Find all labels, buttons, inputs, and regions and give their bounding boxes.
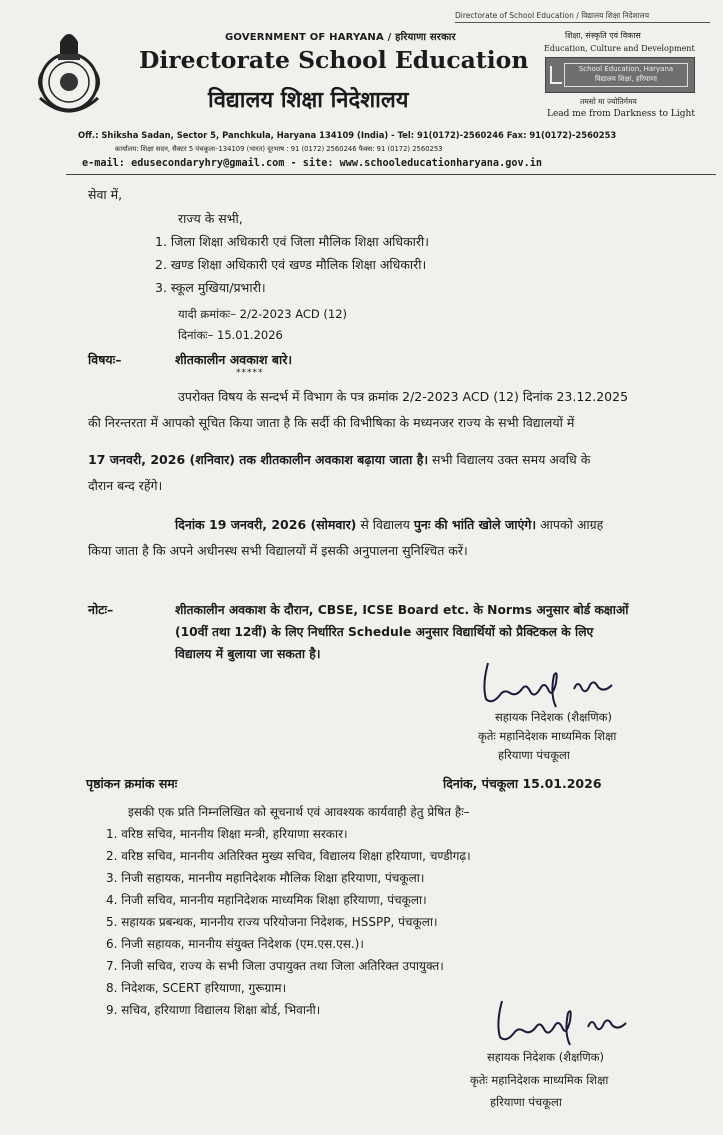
signatory1-place: हरियाणा पंचकूला <box>498 748 570 762</box>
para2-line2: किया जाता है कि अपने अधीनस्थ सभी विद्यालयों में इसकी अनुपालना सुनिश्चित करें। <box>88 543 468 558</box>
note-line2: (10वीं तथा 12वीं) के लिए निर्धारित Schedule अनुसार विद्यार्थियों को प्रैक्टिकल के लिए <box>175 625 594 639</box>
recipient-item: 2. खण्ड शिक्षा अधिकारी एवं खण्ड मौलिक शिक्षा अधिकारी। <box>155 257 427 272</box>
endorsement-item: 6. निजी सहायक, माननीय संयुक्त निदेशक (एम.एस.एस.)। <box>106 937 364 951</box>
email-site-line: e-mail: edusecondaryhry@gmail.com - site: www.schooleducationharyana.gov.in <box>82 158 543 169</box>
signatory2-place: हरियाणा पंचकूला <box>490 1095 562 1109</box>
endorsement-item: 4. निजी सचिव, माननीय महानिदेशक माध्यमिक शिक्षा हरियाणा, पंचकूला। <box>106 893 427 907</box>
address-hindi: कार्यालय: शिक्षा सदन, सैक्टर 5 पंचकूला–134109 (भारत) दूरभाष : 91 (0172) 2560246 फैक्स: 91 (0172) 2560253 <box>115 145 443 153</box>
subject-text: शीतकालीन अवकाश बारे। <box>175 352 293 367</box>
salutation: सेवा में, <box>88 187 123 202</box>
endorsement-item: 1. वरिष्ठ सचिव, माननीय शिक्षा मन्त्री, हरियाणा सरकार। <box>106 827 348 841</box>
endorsement-intro: इसकी एक प्रति निम्नलिखित को सूचनार्थ एवं आवश्यक कार्यवाही हेतु प्रेषित हैः– <box>128 805 470 819</box>
para1-line3-bold: 17 जनवरी, 2026 (शनिवार) तक शीतकालीन अवकाश बढ़ाया जाता है। <box>88 452 429 467</box>
endorsement-label: पृष्ठांकन क्रमांक समः <box>86 776 178 791</box>
endorsement-item: 5. सहायक प्रबन्धक, माननीय राज्य परियोजना निदेशक, HSSPP, पंचकूला। <box>106 915 438 929</box>
right-logo-tagline-hindi: शिक्षा, संस्कृति एवं विकास <box>565 31 641 40</box>
right-logo-box-line2: विद्यालय शिक्षा, हरियाणा <box>595 75 657 83</box>
para1-line2: की निरन्तरता में आपको सूचित किया जाता है कि सर्दी की विभीषिका के मध्यनजर राज्य के सभी विद्यालयों में <box>88 415 575 430</box>
signatory1-office: कृतेः महानिदेशक माध्यमिक शिक्षा <box>478 729 617 743</box>
signature-image <box>470 655 630 713</box>
recipient-item: 3. स्कूल मुखिया/प्रभारी। <box>155 280 266 295</box>
para1-line1: उपरोक्त विषय के सन्दर्भ में विभाग के पत्र क्रमांक 2/2-2023 ACD (12) दिनांक 23.12.2025 <box>178 389 629 404</box>
note-line3: विद्यालय में बुलाया जा सकता है। <box>175 647 321 661</box>
note-line1: शीतकालीन अवकाश के दौरान, CBSE, ICSE Board etc. के Norms अनुसार बोर्ड कक्षाओं <box>175 603 629 617</box>
para1-line3 <box>88 447 590 473</box>
government-line: GOVERNMENT OF HARYANA / हरियाणा सरकार <box>225 32 456 43</box>
title-english: Directorate School Education <box>139 46 529 74</box>
right-logo-box <box>545 57 695 93</box>
para2-line1-bold: दिनांक 19 जनवरी, 2026 (सोमवार) <box>175 517 357 532</box>
endorsement-item: 8. निदेशक, SCERT हरियाणा, गुरूग्राम। <box>106 981 287 995</box>
signatory2-office: कृतेः महानिदेशक माध्यमिक शिक्षा <box>470 1073 609 1087</box>
subject-stars: ***** <box>236 368 264 378</box>
title-hindi: विद्यालय शिक्षा निदेशालय <box>208 88 409 113</box>
right-logo-tagline-english: Education, Culture and Development <box>544 44 695 53</box>
para2-line1-rest: आपको आग्रह <box>536 517 604 532</box>
endorsement-date: दिनांक, पंचकूला 15.01.2026 <box>443 776 602 791</box>
top-caption-rule <box>455 22 710 23</box>
para1-line3-rest: सभी विद्यालय उक्त समय अवधि के <box>428 452 591 467</box>
para2-line1 <box>175 512 603 538</box>
endorsement-item: 9. सचिव, हरियाणा विद्यालय शिक्षा बोर्ड, भिवानी। <box>106 1003 321 1017</box>
recipient-item: 1. जिला शिक्षा अधिकारी एवं जिला मौलिक शिक्षा अधिकारी। <box>155 234 429 249</box>
recipients-intro: राज्य के सभी, <box>178 211 243 226</box>
para1-line4: दौरान बन्द रहेंगे। <box>88 478 163 493</box>
top-caption: Directorate of School Education / विद्यालय शिक्षा निदेशालय <box>455 11 650 20</box>
right-logo-box-line1: School Education, Haryana <box>578 65 674 73</box>
header-divider <box>66 174 716 175</box>
signature-image <box>488 995 638 1051</box>
book-icon <box>550 66 562 84</box>
endorsement-item: 2. वरिष्ठ सचिव, माननीय अतिरिक्त मुख्य सचिव, विद्यालय शिक्षा हरियाणा, चण्डीगढ़। <box>106 849 471 863</box>
signatory1-designation: सहायक निदेशक (शैक्षणिक) <box>495 710 612 724</box>
state-emblem-icon <box>28 24 110 124</box>
para2-line1-bold2: पुनः की भांति खोले जाएंगे। <box>413 517 537 532</box>
signatory2-designation: सहायक निदेशक (शैक्षणिक) <box>487 1050 604 1064</box>
subject-label: विषयः– <box>88 352 122 367</box>
memo-number: यादी क्रमांकः– 2/2-2023 ACD (12) <box>178 307 348 321</box>
note-label: नोटः– <box>88 602 114 617</box>
endorsement-item: 3. निजी सहायक, माननीय महानिदेशक मौलिक शिक्षा हरियाणा, पंचकूला। <box>106 871 425 885</box>
endorsement-item: 7. निजी सचिव, राज्य के सभी जिला उपायुक्त तथा जिला अतिरिक्त उपायुक्त। <box>106 959 444 973</box>
para2-line1-mid: से विद्यालय <box>356 517 414 532</box>
right-logo-box-text <box>564 63 688 87</box>
right-logo-motto-hindi: तमसो मा ज्योतिर्गमय <box>580 97 637 106</box>
right-logo-motto-english: Lead me from Darkness to Light <box>547 109 695 119</box>
address-english: Off.: Shiksha Sadan, Sector 5, Panchkula, Haryana 134109 (India) - Tel: 91(0172)-2560246 Fax: 91(0172)-2560253 <box>78 130 617 140</box>
memo-date: दिनांकः– 15.01.2026 <box>178 328 283 342</box>
